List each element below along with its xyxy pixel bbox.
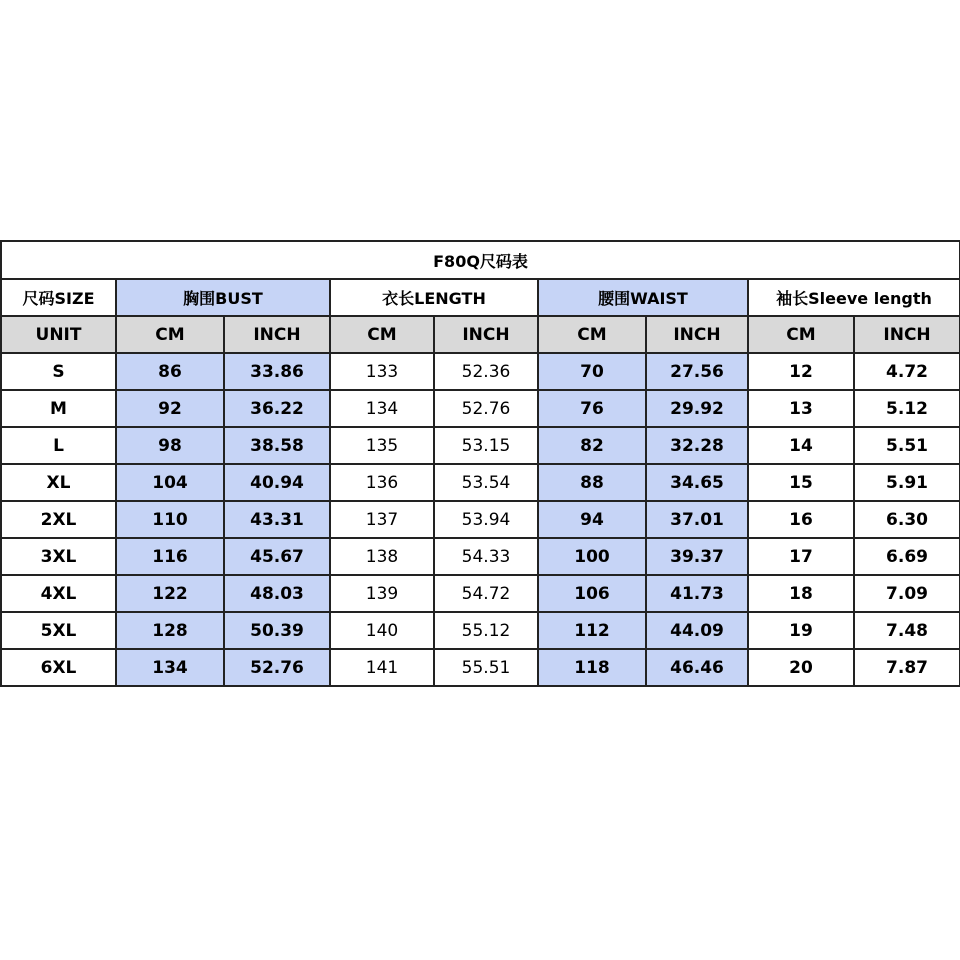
unit-cell: INCH bbox=[224, 316, 330, 353]
value-cell: 76 bbox=[538, 390, 646, 427]
size-row bbox=[1, 649, 960, 686]
size-cell: 2XL bbox=[1, 501, 116, 538]
value-cell: 52.76 bbox=[224, 649, 330, 686]
value-cell: 135 bbox=[330, 427, 434, 464]
size-row bbox=[1, 427, 960, 464]
size-row bbox=[1, 464, 960, 501]
value-cell: 86 bbox=[116, 353, 224, 390]
unit-cell: INCH bbox=[646, 316, 748, 353]
value-cell: 5.12 bbox=[854, 390, 960, 427]
unit-label: UNIT bbox=[1, 316, 116, 353]
size-rows bbox=[1, 353, 960, 686]
unit-cell: INCH bbox=[434, 316, 538, 353]
value-cell: 36.22 bbox=[224, 390, 330, 427]
size-row bbox=[1, 612, 960, 649]
value-cell: 82 bbox=[538, 427, 646, 464]
value-cell: 70 bbox=[538, 353, 646, 390]
value-cell: 128 bbox=[116, 612, 224, 649]
value-cell: 50.39 bbox=[224, 612, 330, 649]
value-cell: 133 bbox=[330, 353, 434, 390]
unit-row bbox=[1, 316, 960, 353]
value-cell: 88 bbox=[538, 464, 646, 501]
value-cell: 27.56 bbox=[646, 353, 748, 390]
size-row bbox=[1, 390, 960, 427]
value-cell: 52.36 bbox=[434, 353, 538, 390]
waist-header: 腰围WAIST bbox=[538, 279, 748, 316]
value-cell: 139 bbox=[330, 575, 434, 612]
value-cell: 122 bbox=[116, 575, 224, 612]
value-cell: 20 bbox=[748, 649, 854, 686]
value-cell: 137 bbox=[330, 501, 434, 538]
value-cell: 7.09 bbox=[854, 575, 960, 612]
size-cell: XL bbox=[1, 464, 116, 501]
value-cell: 43.31 bbox=[224, 501, 330, 538]
size-chart-table bbox=[0, 240, 960, 687]
value-cell: 16 bbox=[748, 501, 854, 538]
value-cell: 6.30 bbox=[854, 501, 960, 538]
value-cell: 46.46 bbox=[646, 649, 748, 686]
value-cell: 37.01 bbox=[646, 501, 748, 538]
value-cell: 110 bbox=[116, 501, 224, 538]
size-cell: 6XL bbox=[1, 649, 116, 686]
value-cell: 104 bbox=[116, 464, 224, 501]
value-cell: 13 bbox=[748, 390, 854, 427]
unit-cell: CM bbox=[116, 316, 224, 353]
value-cell: 41.73 bbox=[646, 575, 748, 612]
size-cell: L bbox=[1, 427, 116, 464]
value-cell: 52.76 bbox=[434, 390, 538, 427]
value-cell: 118 bbox=[538, 649, 646, 686]
value-cell: 15 bbox=[748, 464, 854, 501]
value-cell: 116 bbox=[116, 538, 224, 575]
value-cell: 141 bbox=[330, 649, 434, 686]
value-cell: 54.72 bbox=[434, 575, 538, 612]
length-header: 衣长LENGTH bbox=[330, 279, 538, 316]
chart-title: F80Q尺码表 bbox=[1, 241, 960, 279]
size-row bbox=[1, 353, 960, 390]
size-cell: S bbox=[1, 353, 116, 390]
title-row bbox=[1, 241, 960, 279]
value-cell: 53.15 bbox=[434, 427, 538, 464]
value-cell: 7.48 bbox=[854, 612, 960, 649]
value-cell: 134 bbox=[330, 390, 434, 427]
size-cell: 4XL bbox=[1, 575, 116, 612]
size-row bbox=[1, 538, 960, 575]
value-cell: 44.09 bbox=[646, 612, 748, 649]
value-cell: 100 bbox=[538, 538, 646, 575]
value-cell: 134 bbox=[116, 649, 224, 686]
unit-cell: INCH bbox=[854, 316, 960, 353]
value-cell: 12 bbox=[748, 353, 854, 390]
size-cell: 5XL bbox=[1, 612, 116, 649]
value-cell: 17 bbox=[748, 538, 854, 575]
value-cell: 54.33 bbox=[434, 538, 538, 575]
value-cell: 53.94 bbox=[434, 501, 538, 538]
sleeve-header: 袖长Sleeve length bbox=[748, 279, 960, 316]
value-cell: 34.65 bbox=[646, 464, 748, 501]
value-cell: 94 bbox=[538, 501, 646, 538]
size-cell: M bbox=[1, 390, 116, 427]
size-header: 尺码SIZE bbox=[1, 279, 116, 316]
unit-cell: CM bbox=[330, 316, 434, 353]
value-cell: 140 bbox=[330, 612, 434, 649]
value-cell: 19 bbox=[748, 612, 854, 649]
bust-header: 胸围BUST bbox=[116, 279, 330, 316]
unit-cell: CM bbox=[748, 316, 854, 353]
value-cell: 45.67 bbox=[224, 538, 330, 575]
value-cell: 98 bbox=[116, 427, 224, 464]
value-cell: 33.86 bbox=[224, 353, 330, 390]
value-cell: 6.69 bbox=[854, 538, 960, 575]
size-row bbox=[1, 575, 960, 612]
value-cell: 138 bbox=[330, 538, 434, 575]
value-cell: 5.91 bbox=[854, 464, 960, 501]
value-cell: 32.28 bbox=[646, 427, 748, 464]
value-cell: 5.51 bbox=[854, 427, 960, 464]
value-cell: 48.03 bbox=[224, 575, 330, 612]
value-cell: 106 bbox=[538, 575, 646, 612]
value-cell: 53.54 bbox=[434, 464, 538, 501]
group-header-row bbox=[1, 279, 960, 316]
value-cell: 136 bbox=[330, 464, 434, 501]
unit-cell: CM bbox=[538, 316, 646, 353]
value-cell: 38.58 bbox=[224, 427, 330, 464]
value-cell: 112 bbox=[538, 612, 646, 649]
value-cell: 29.92 bbox=[646, 390, 748, 427]
value-cell: 55.51 bbox=[434, 649, 538, 686]
value-cell: 7.87 bbox=[854, 649, 960, 686]
value-cell: 55.12 bbox=[434, 612, 538, 649]
value-cell: 18 bbox=[748, 575, 854, 612]
size-cell: 3XL bbox=[1, 538, 116, 575]
value-cell: 14 bbox=[748, 427, 854, 464]
value-cell: 4.72 bbox=[854, 353, 960, 390]
value-cell: 92 bbox=[116, 390, 224, 427]
size-row bbox=[1, 501, 960, 538]
value-cell: 39.37 bbox=[646, 538, 748, 575]
value-cell: 40.94 bbox=[224, 464, 330, 501]
